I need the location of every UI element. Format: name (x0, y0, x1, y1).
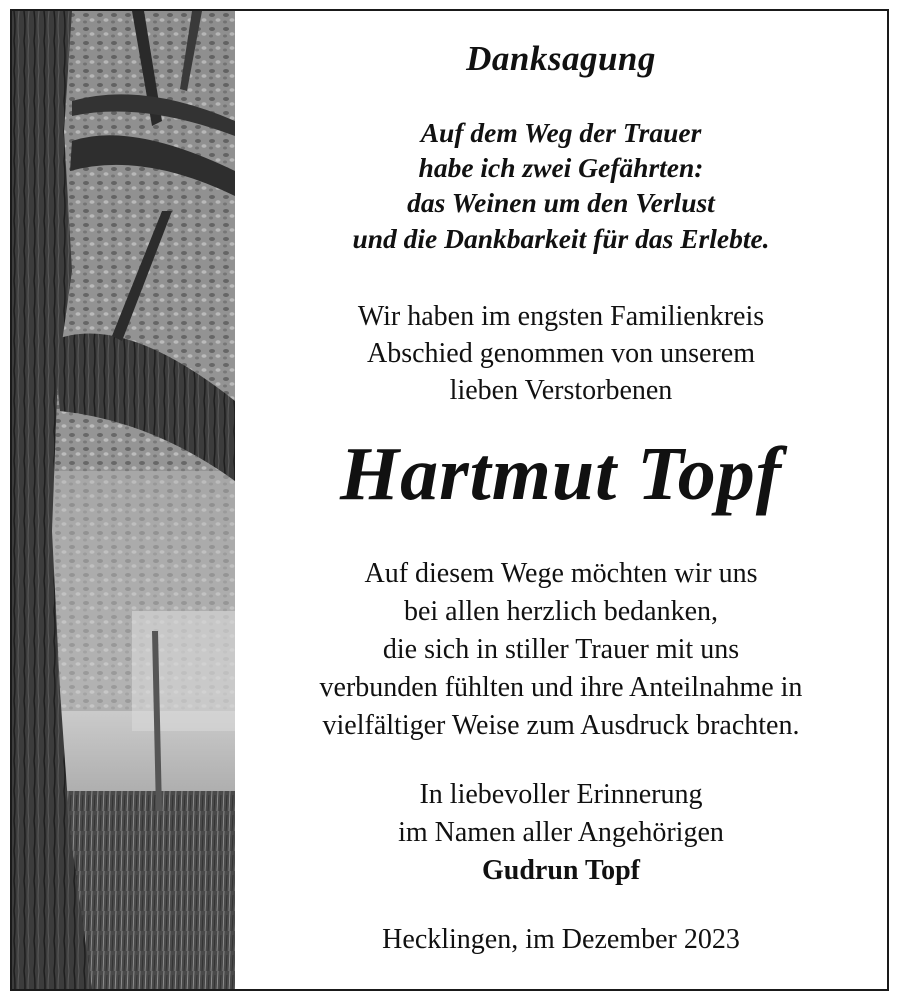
poem-line: das Weinen um den Verlust (407, 187, 715, 218)
signer-name: Gudrun Topf (482, 855, 640, 886)
text-column (235, 11, 887, 989)
thanks-line: verbunden fühlten und ihre Anteilnahme in (319, 672, 803, 703)
tree-photo (12, 11, 235, 989)
closing-line: In liebevoller Erinnerung (419, 779, 703, 810)
closing-line: im Namen aller Angehörigen (398, 817, 724, 848)
heading: Danksagung (466, 39, 656, 78)
thanks-line: die sich in stiller Trauer mit uns (382, 634, 740, 665)
place-date: Hecklingen, im Dezember 2023 (382, 924, 740, 955)
poem-line: habe ich zwei Gefährten: (418, 152, 704, 183)
intro-line: Abschied genommen von unserem (366, 338, 756, 369)
poem-line: Auf dem Weg der Trauer (420, 117, 702, 148)
obituary-card (10, 9, 889, 991)
deceased-name: Hartmut Topf (339, 432, 783, 516)
tree-illustration (12, 11, 235, 989)
thanks-line: vielfältiger Weise zum Ausdruck brachten. (322, 710, 800, 741)
intro-line: lieben Verstorbenen (449, 375, 673, 406)
poem-line: und die Dankbarkeit für das Erlebte. (352, 223, 770, 254)
thanks-line: Auf diesem Wege möchten wir uns (364, 558, 758, 589)
thanks-line: bei allen herzlich bedanken, (403, 596, 719, 627)
intro-line: Wir haben im engsten Familienkreis (357, 301, 765, 332)
